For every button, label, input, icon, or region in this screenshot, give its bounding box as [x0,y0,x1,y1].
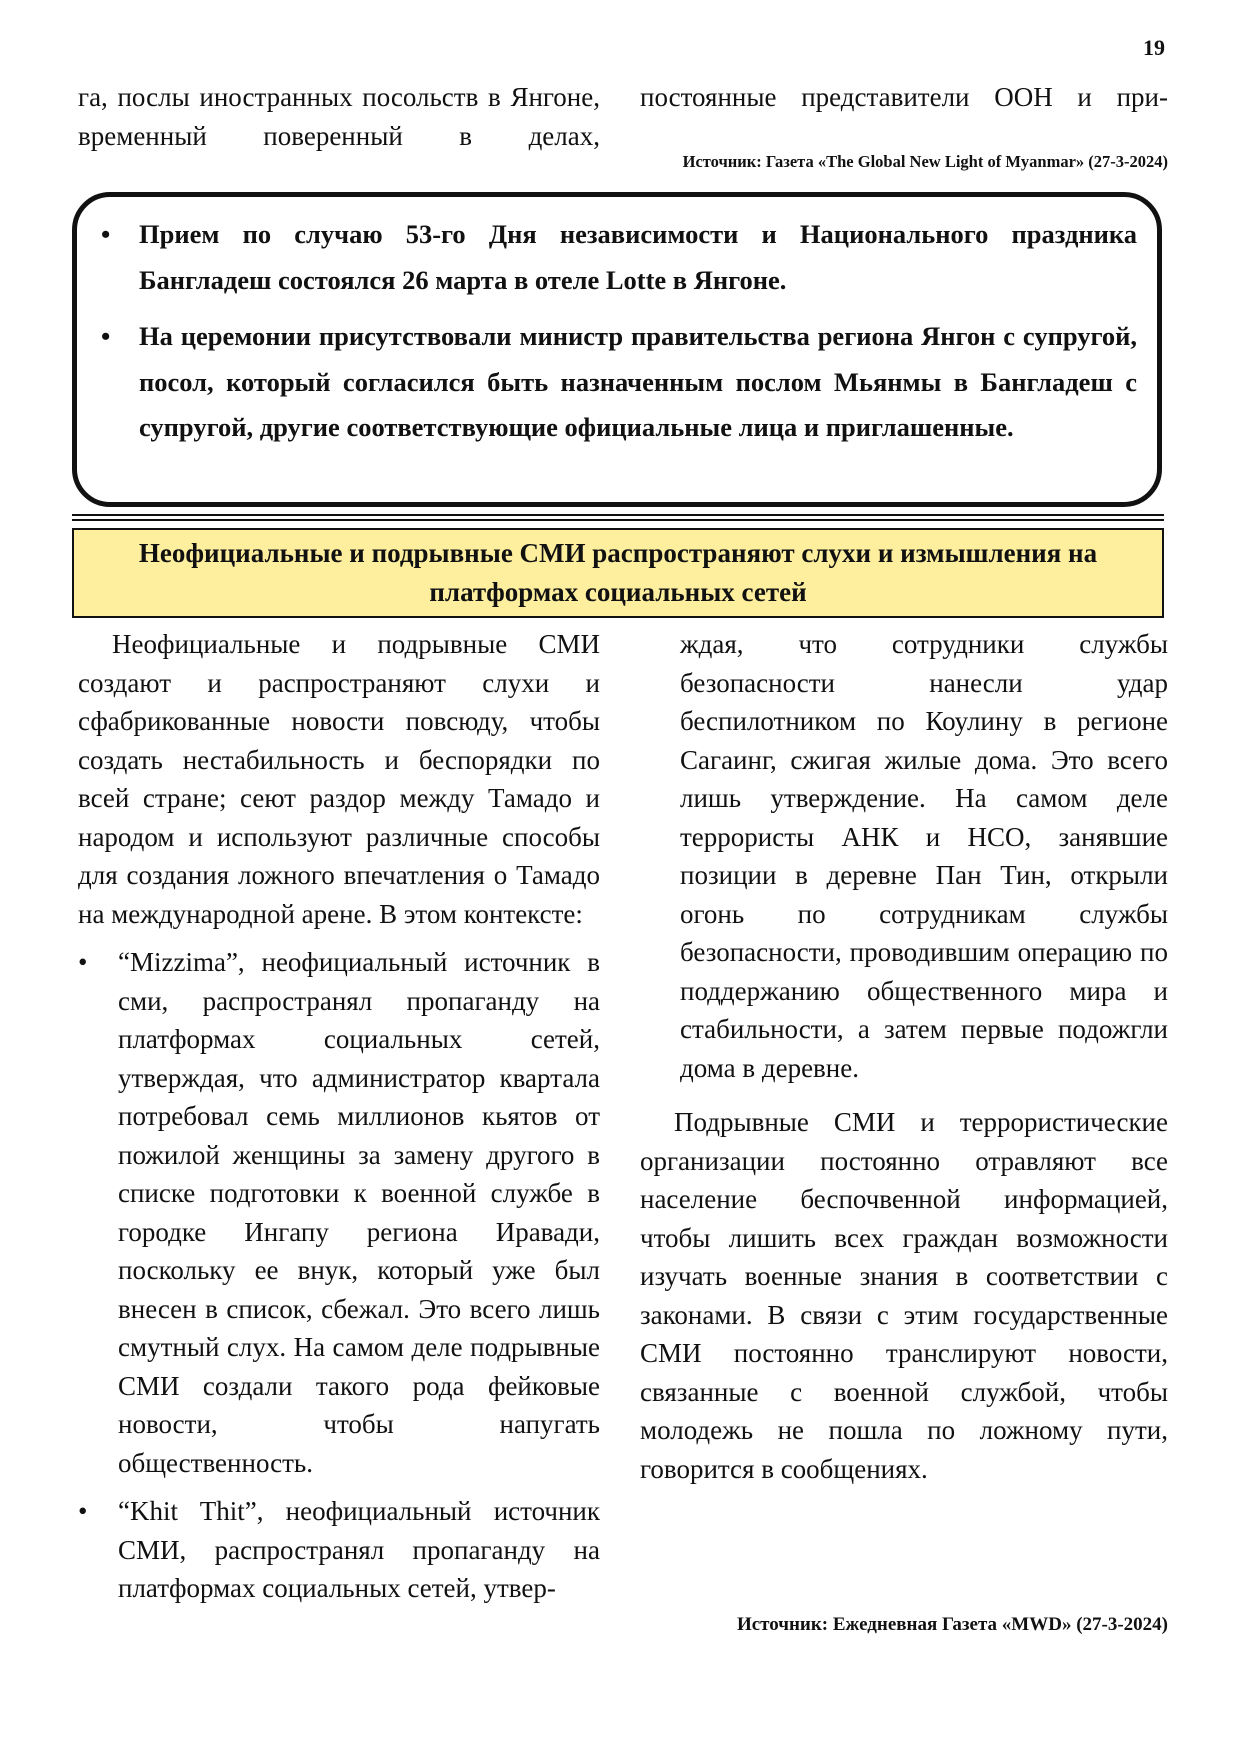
article-bullet-text: “Mizzima”, неофициальный источник в сми, распространял пропаганду на платформах социальных сетей, утверждая, что администратор квартала потребовал семь миллионов кьятов от пожилой женщины за замену другого в списке подготовки к военной службе в городке Ингапу региона Иравади, поскольку ее внук, который уже был внесен в список, сбежал. Это всего лишь смутный слух. На самом деле подрывные СМИ создали такого рода фейковые новости, чтобы напугать общественность. [118,947,600,1478]
summary-item [97,212,1137,303]
bullet-icon: • [78,1496,88,1526]
top-right-text: постоянные представители ООН и при- [640,82,1168,112]
page-number: 19 [1143,35,1165,60]
summary-item-text: Прием по случаю 53-го Дня независимости и Национального праздника Бангладеш состоялся 26 марта в отеле Lotte в Янгоне. [139,219,1137,295]
summary-item [97,314,1137,451]
article-column-left [78,625,600,1618]
divider-rule [72,519,1164,521]
bullet-icon: • [101,219,111,249]
article-bullet-item [78,943,600,1482]
top-left-text: га, послы иностранных посольств в Янгоне, временный поверенный в делах, [78,82,600,151]
bullet-icon: • [101,321,111,351]
bullet-icon: • [78,947,88,977]
summary-item-text: На церемонии присутствовали министр правительства региона Янгон с супругой, посол, который согласился быть назначенным послом Мьянмы в Бангладеш с супругой, другие соответствующие официальные лица и приглашенные. [139,321,1137,442]
article-bullet-text: “Khit Thit”, неофициальный источник СМИ, распространял пропаганду на платформах социальных сетей, утвер- [118,1496,600,1603]
article-continuation: ждая, что сотрудники службы безопасности нанесли удар беспилотником по Коулину в регионе Сагаинг, сжигая жилые дома. Это всего лишь утверждение. На самом деле террористы АНК и НСО, занявшие позиции в деревне Пан Тин, открыли огонь по сотрудникам службы безопасности, проводившим операцию по поддержанию общественного мира и стабильности, а затем первые подожгли дома в деревне. [680,629,1168,1083]
summary-box [72,192,1162,507]
article-title: Неофициальные и подрывные СМИ распространяют слухи и измышления на платформах социальных сетей [72,528,1164,618]
article-intro: Неофициальные и подрывные СМИ создают и распространяют слухи и сфабрикованные новости повсюду, чтобы создать нестабильность и беспорядки по всей стране; сеют раздор между Тамадо и народом и используют различные способы для создания ложного впечатления о Тамадо на международной арене. В этом контексте: [78,629,600,929]
divider-rule [72,514,1164,516]
article-closing: Подрывные СМИ и террористические организации постоянно отравляют все население беспочвенной информацией, чтобы лишить всех граждан возможности изучать военные знания в соответствии с законами. В связи с этим государственные СМИ постоянно транслируют новости, связанные с военной службой, чтобы молодежь не пошла по ложному пути, говорится в сообщениях. [640,1107,1168,1484]
article-column-right [640,625,1168,1488]
article-bullet-list [78,943,600,1608]
source-citation-top: Источник: Газета «The Global New Light of Myanmar» (27-3-2024) [682,152,1168,171]
article-bullet-item [78,1492,600,1608]
summary-list [97,212,1137,462]
source-citation-bottom: Источник: Ежедневная Газета «MWD» (27-3-2024) [736,1614,1168,1635]
